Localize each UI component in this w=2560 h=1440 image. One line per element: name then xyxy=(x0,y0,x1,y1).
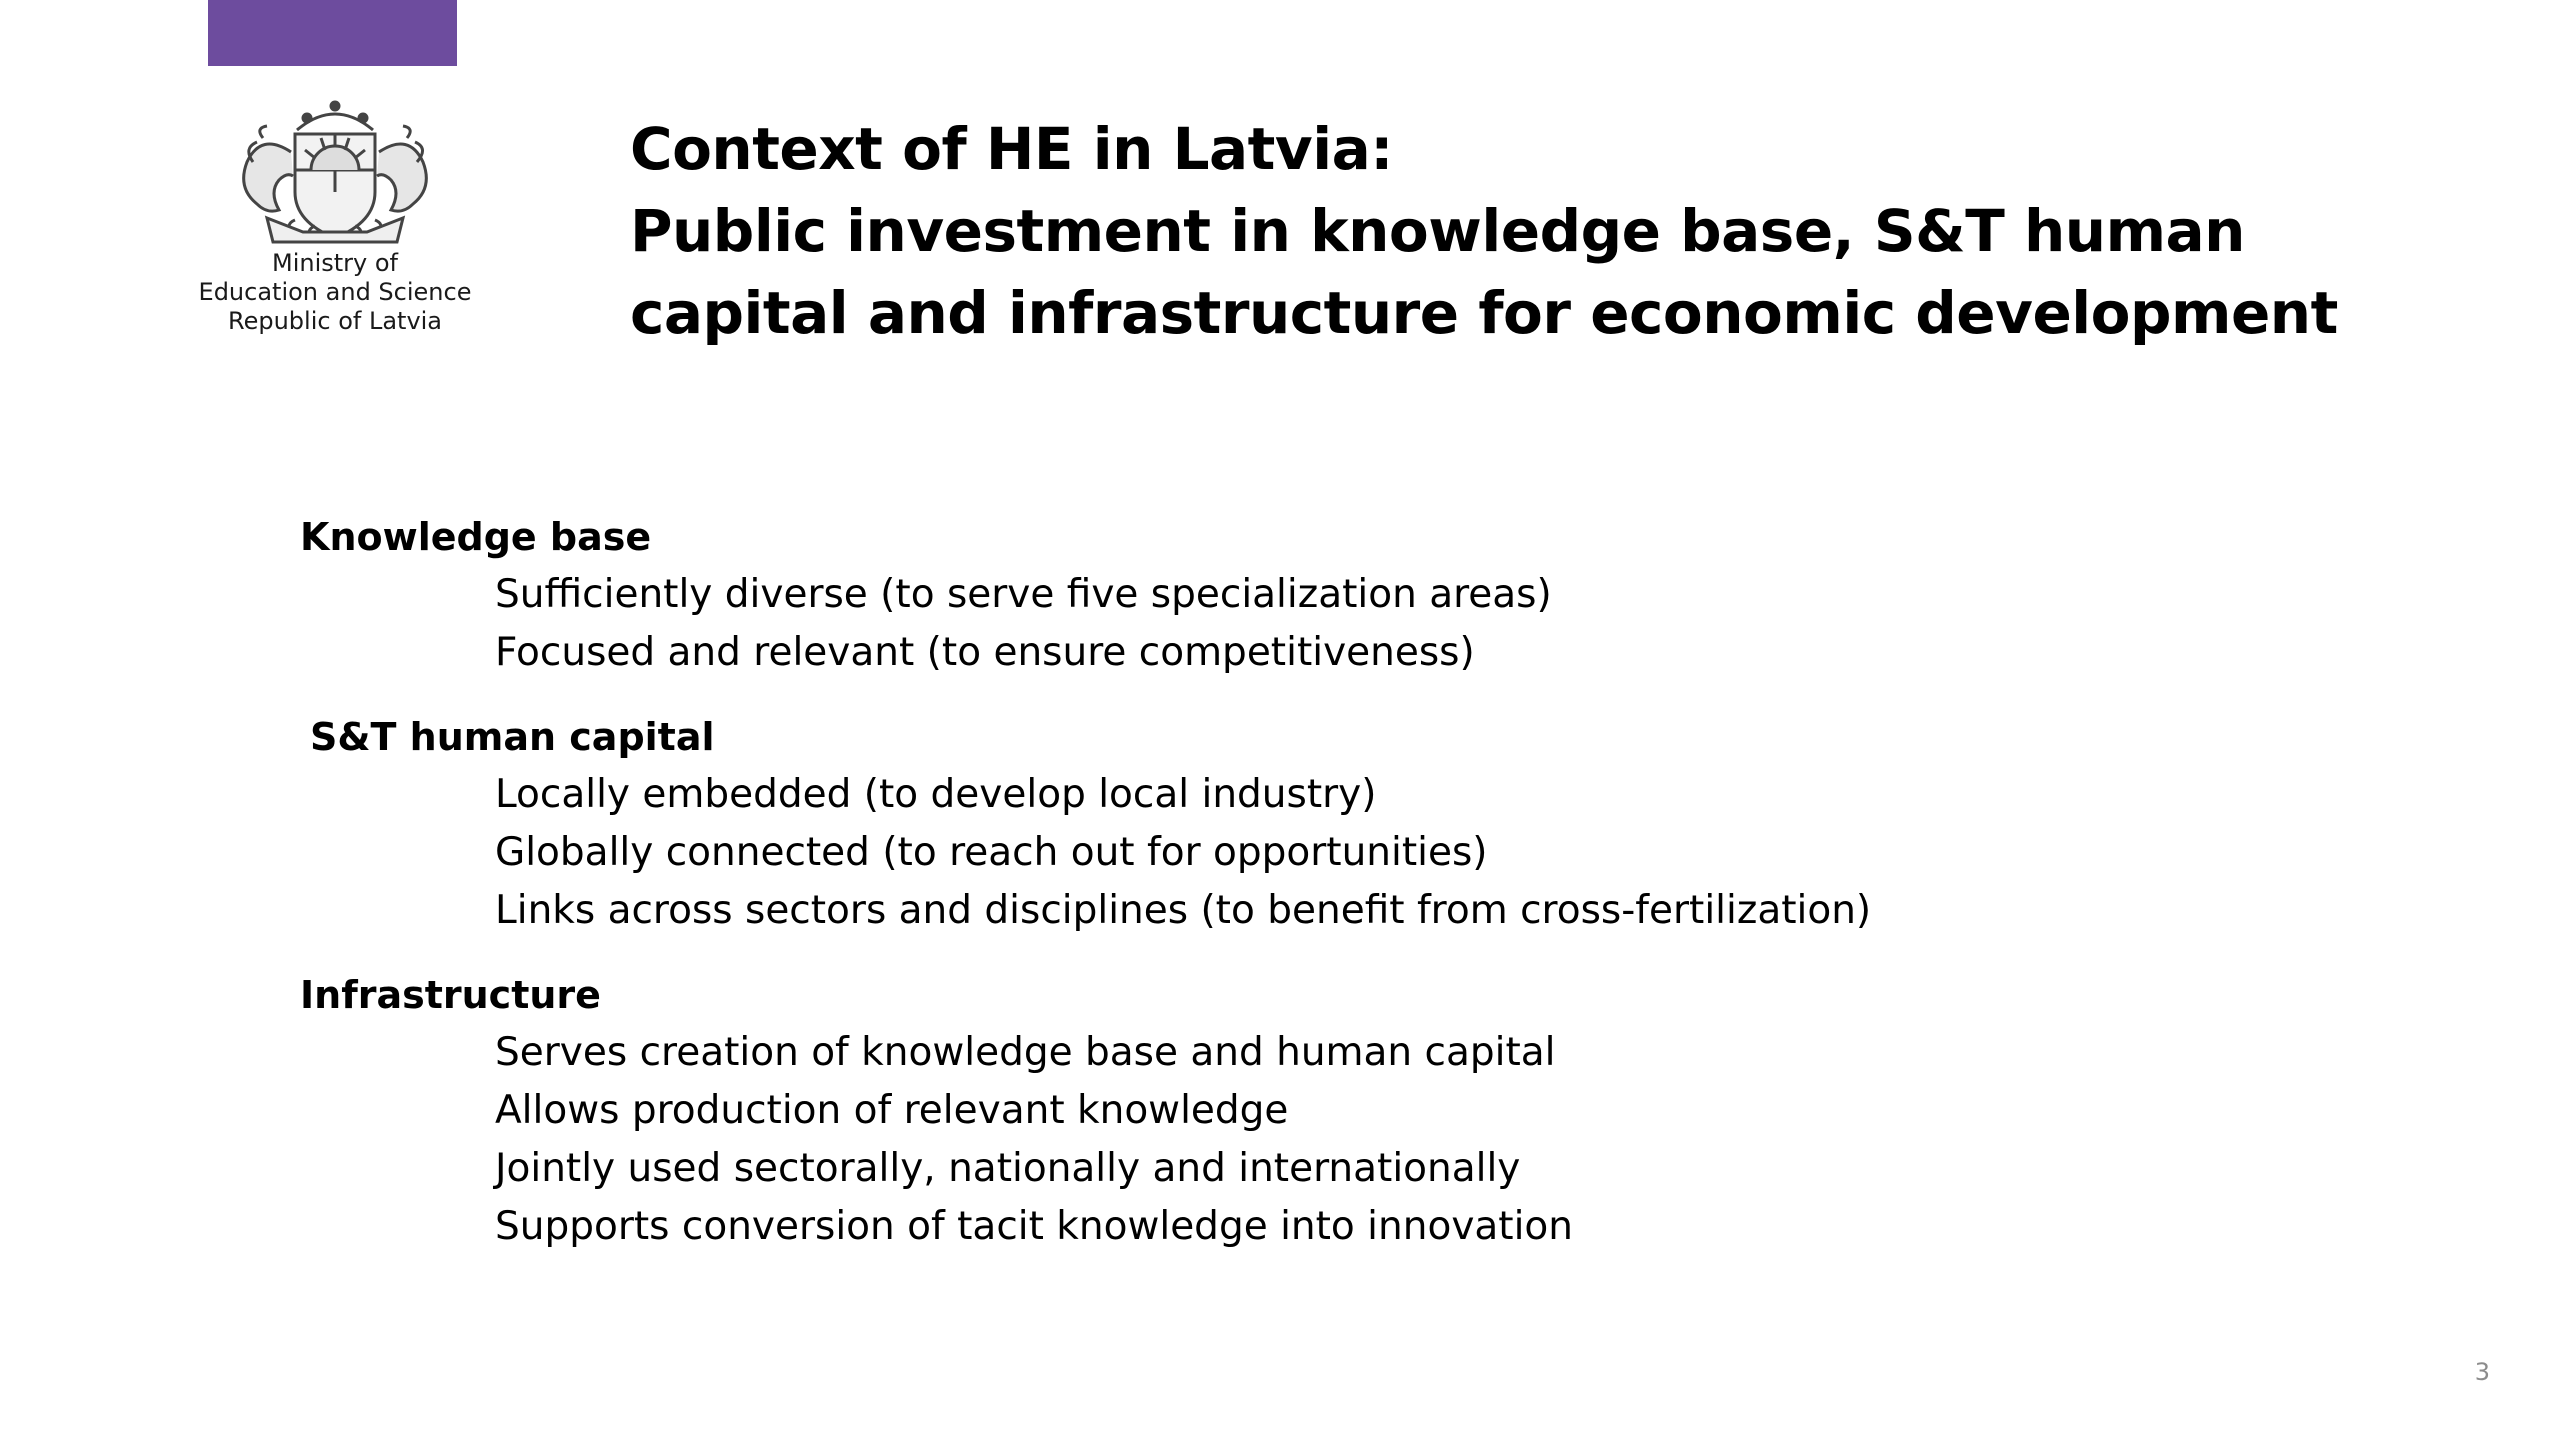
slide-title-line: Context of HE in Latvia: xyxy=(630,115,1393,183)
ministry-name xyxy=(160,249,510,336)
section-item: Links across sectors and disciplines (to benefit from cross-fertilization) xyxy=(495,888,1872,933)
section-item: Serves creation of knowledge base and human capital xyxy=(495,1030,1556,1075)
section-item: Allows production of relevant knowledge xyxy=(495,1088,1289,1133)
section-human-capital xyxy=(300,708,2300,940)
accent-bar xyxy=(208,0,457,66)
section-item: Supports conversion of tacit knowledge into innovation xyxy=(495,1204,1574,1249)
ministry-name-line: Ministry of xyxy=(272,249,398,277)
section-item: Focused and relevant (to ensure competitiveness) xyxy=(495,630,1475,675)
slide-title-line: capital and infrastructure for economic development xyxy=(630,279,2338,347)
section-item: Jointly used sectorally, nationally and internationally xyxy=(495,1146,1521,1191)
section-item: Globally connected (to reach out for opportunities) xyxy=(495,830,1488,875)
section-item: Locally embedded (to develop local industry) xyxy=(495,772,1377,817)
ministry-name-line: Republic of Latvia xyxy=(227,307,443,335)
section-heading: Knowledge base xyxy=(300,515,652,559)
section-item: Sufficiently diverse (to serve five specialization areas) xyxy=(495,572,1552,617)
slide-title-line: Public investment in knowledge base, S&T human xyxy=(630,197,2245,265)
coat-of-arms-icon xyxy=(207,92,463,252)
ministry-logo xyxy=(160,92,510,342)
section-heading: Infrastructure xyxy=(300,973,601,1017)
slide-title xyxy=(630,108,2430,354)
section-knowledge-base xyxy=(300,508,2300,682)
page-number: 3 xyxy=(2474,1358,2490,1386)
slide-body xyxy=(300,508,2300,1282)
section-infrastructure xyxy=(300,966,2300,1256)
section-heading: S&T human capital xyxy=(310,715,715,759)
ministry-name-line: Education and Science xyxy=(198,278,472,306)
